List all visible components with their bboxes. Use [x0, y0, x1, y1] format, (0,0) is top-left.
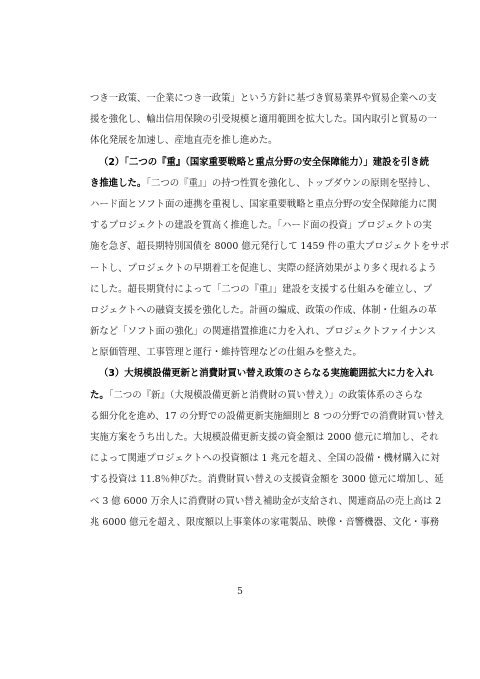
section-heading-3 [90, 363, 434, 384]
line-text: 新など「ソフト面の強化」の関連措置推進に力を入れ、プロジェクトファイナンス [90, 326, 437, 338]
text-line [90, 448, 440, 469]
text-line [90, 406, 445, 427]
line-text: するプロジェクトの建設を質高く推進した。「ハード面の投資」プロジェクトの実 [90, 220, 432, 232]
line-lead: （3）大規模設備更新と消費財買い替え政策のさらなる実施範囲拡大に力を入れ [99, 368, 434, 380]
text-line [90, 385, 423, 406]
text-line [90, 342, 408, 363]
text-line [90, 427, 439, 448]
line-text: べ 3 億 6000 万余人に消費財の買い替え補助金が支給され、関連商品の売上高は 2 [90, 495, 442, 507]
line-text: 兆 6000 億元を超え、限度額以上事業体の家電製品、映像・音響機器、文化・事務 [90, 516, 440, 528]
line-text: 体化発展を加速し、産地直売を推し進めた。 [90, 135, 278, 147]
text-line [90, 279, 433, 300]
line-text: と原価管理、工事管理と運行・維持管理などの仕組みを整えた。 [90, 347, 362, 359]
page-number: 5 [237, 587, 243, 597]
line-text: 援を強化し、輸出信用保険の引受規模と適用範囲を拡大した。国内取引と貿易の一 [90, 114, 437, 126]
line-lead: き推進した。 [90, 177, 147, 189]
text-line [90, 300, 437, 321]
text-line [90, 109, 437, 130]
text-line [90, 236, 450, 257]
line-text: る細分化を進め、17 の分野での設備更新実施細則と 8 つの分野での消費財買い替え [90, 410, 445, 422]
text-line [90, 258, 437, 279]
line-text: 実施方案をうち出した。大規模設備更新支援の資金額は 2000 億元に増加し、それ [90, 432, 439, 443]
line-text: 「二つの『新』（大規模設備更新と消費財の買い替え）」の政策体系のさらな [108, 389, 423, 401]
line-text: ートし、プロジェクトの早期着工を促進し、実際の経済効果がより多く現れるよう [90, 262, 437, 274]
section-heading-2 [90, 152, 429, 173]
line-text: にした。超長期貸付によって「二つの『重』」建設を支援する仕組みを確立し、プ [90, 283, 433, 295]
line-text: ハード面とソフト面の連携を重視し、国家重要戦略と重点分野の安全保障能力に関 [90, 198, 437, 210]
text-line [90, 173, 436, 194]
line-lead: た。 [90, 389, 109, 401]
text-line [90, 130, 408, 151]
body-text [90, 88, 450, 533]
text-line [90, 194, 437, 215]
line-text: 「二つの『重』」の持つ性質を強化し、トップダウンの原則を堅持し、 [146, 177, 436, 189]
text-line [90, 321, 437, 342]
text-line [90, 491, 442, 512]
line-text: つき一政策、一企業につき一政策」という方針に基づき貿易業界や貿易企業への支 [90, 93, 437, 104]
line-lead: （2）「二つの『重』（国家重要戦略と重点分野の安全保障能力）」建設を引き続 [99, 156, 429, 168]
line-text: する投資は 11.8％伸びた。消費財買い替えの支援資金額を 3000 億元に増加し、延 [90, 474, 444, 486]
line-text: によって関連プロジェクトへの投資額は 1 兆元を超え、全国の設備・機材購入に対 [90, 453, 440, 465]
text-line [90, 88, 437, 109]
text-line [90, 215, 432, 236]
text-line [90, 512, 440, 533]
line-text: ロジェクトへの融資支援を強化した。計画の編成、政策の作成、体制・仕組みの革 [90, 304, 437, 316]
text-line [90, 469, 444, 490]
line-text: 施を急ぎ、超長期特別国債を 8000 億元発行して 1459 件の重大プロジェクトをサポ [90, 241, 450, 253]
